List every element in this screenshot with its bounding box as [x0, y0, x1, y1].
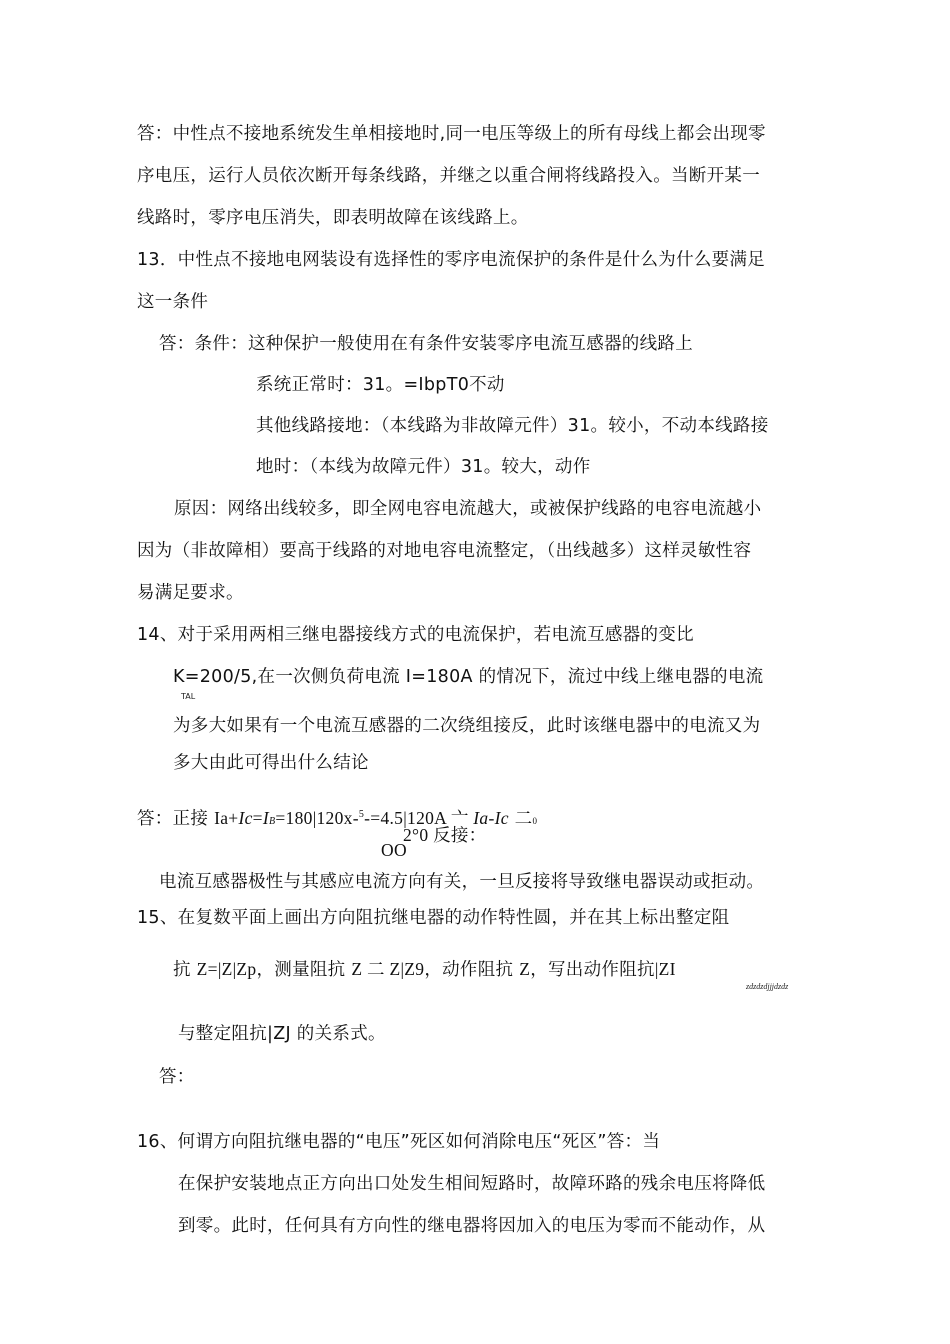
question-14-line-3: 为多大如果有一个电流互感器的二次绕组接反，此时该继电器中的电流又为: [173, 716, 761, 736]
question-13-line-2: 这一条件: [137, 292, 209, 312]
answer-16-line-2: 到零。此时，任何具有方向性的继电器将因加入的电压为零而不能动作，从: [178, 1216, 766, 1236]
formula-ib-sub: B: [268, 815, 276, 827]
answer-16-line-1: 在保护安装地点正方向出口处发生相间短路时，故障环路的残余电压将降低: [178, 1174, 766, 1194]
answer-13-reason-3: 易满足要求。: [137, 583, 244, 603]
question-16-line-1: 16、何谓方向阻抗继电器的“电压”死区如何消除电压“死区”答：当: [137, 1132, 661, 1152]
answer-12-line-2: 序电压，运行人员依次断开每条线路，并继之以重合闸将线路投入。当断开某一: [137, 166, 760, 186]
answer-13-normal: 系统正常时：31。=IbpT0不动: [256, 375, 505, 395]
answer-13-reason-2: 因为（非故障相）要高于线路的对地电容电流整定，（出线越多）这样灵敏性容: [137, 541, 752, 561]
formula-ia-minus-ic: Ia-Ic: [473, 807, 509, 828]
question-14-subscript: TAL: [181, 692, 196, 701]
question-15-line-1: 15、在复数平面上画出方向阻抗继电器的动作特性圆，并在其上标出整定阻: [137, 908, 730, 928]
formula-er: 二: [508, 808, 533, 829]
formula-zero-sub: 0: [532, 815, 538, 826]
answer-13-this-line: 地时：（本线为故障元件）31。较大，动作: [256, 457, 591, 477]
answer-13-other-line: 其他线路接地：（本线路为非故障元件）31。较小，不动本线路接: [256, 416, 769, 436]
question-15-line-3: 与整定阻抗|ZJ 的关系式。: [178, 1024, 386, 1044]
question-14-line-4: 多大由此可得出什么结论: [173, 753, 369, 773]
question-13-line-1: 13．中性点不接地电网装设有选择性的零序电流保护的条件是什么为什么要满足: [137, 250, 766, 270]
formula-result: -=4.5|120A 亠: [364, 807, 474, 828]
question-15-line-2: 抗 Z=|Z|Zp，测量阻抗 Z 二 Z|Z9，动作阻抗 Z，写出动作阻抗|ZI: [173, 959, 676, 980]
answer-13-condition: 答：条件：这种保护一般使用在有条件安装零序电流互感器的线路上: [159, 334, 693, 354]
formula-value: =180|120x-: [275, 807, 359, 828]
answer-14-oo: OO: [381, 840, 407, 860]
answer-12-line-1: 答：中性点不接地系统发生单相接地时,同一电压等级上的所有母线上都会出现零: [137, 124, 766, 144]
answer-14-prefix: 答：正接: [137, 808, 215, 829]
answer-13-reason-1: 原因：网络出线较多，即全网电容电流越大，或被保护线路的电容电流越小: [174, 499, 762, 519]
question-14-line-2: K=200/5,在一次侧负荷电流 I=180A 的情况下，流过中线上继电器的电流: [173, 667, 764, 687]
answer-14-reverse: 2°0 反接：: [403, 825, 487, 845]
question-15-subscript: zdzdzdjjjdzdz: [746, 982, 789, 991]
formula-ic: Ic: [238, 807, 253, 828]
question-14-line-1: 14、对于采用两相三继电器接线方式的电流保护，若电流互感器的变比: [137, 625, 694, 645]
formula-sup: 5: [358, 809, 365, 820]
formula-ia-plus: Ia+: [214, 807, 239, 828]
answer-15: 答：: [159, 1067, 195, 1087]
answer-12-line-3: 线路时，零序电压消失，即表明故障在该线路上。: [137, 208, 529, 228]
formula-equals: =: [252, 807, 263, 828]
formula-ib: I: [262, 807, 269, 828]
answer-14-conclusion: 电流互感器极性与其感应电流方向有关，一旦反接将导致继电器误动或拒动。: [159, 872, 765, 892]
